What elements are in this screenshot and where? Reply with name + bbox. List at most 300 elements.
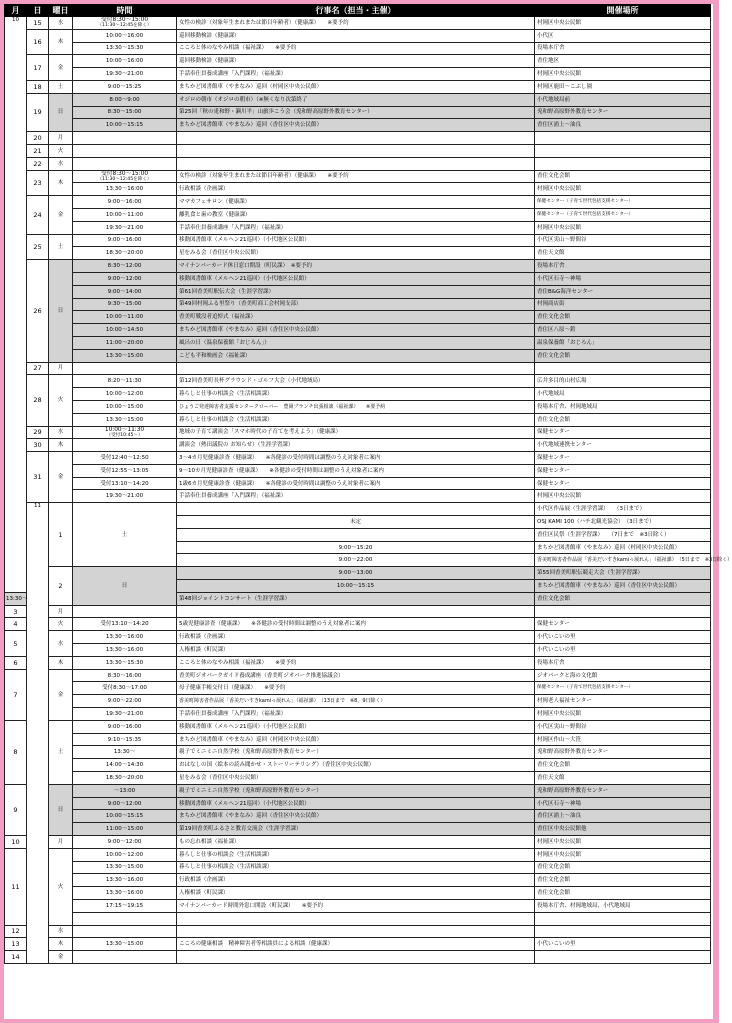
table-row xyxy=(5,426,711,439)
table-row xyxy=(5,720,711,733)
weekday-cell: 月 xyxy=(49,132,73,145)
time-cell: 10:00～12:00 xyxy=(73,848,177,861)
event-cell: OSJ KAMI 100（ハチ北観光協会） （3日まで） xyxy=(535,516,711,529)
event-cell: 第55回香美町駅伝競走大会（生涯学習課） xyxy=(535,567,711,580)
time-cell: 受付13:10～14:20 xyxy=(73,477,177,490)
time-cell: 10:00～11:00 xyxy=(73,208,177,221)
event-cell: まちかど図書館車（やまなみ）巡回（村岡区中央公民館） xyxy=(177,80,535,93)
time-cell: 18:30～20:00 xyxy=(73,772,177,785)
day-cell: 1 xyxy=(49,503,73,567)
event-cell: オジロの朝市（オジロの朝市）（※無くなり次第終了 xyxy=(177,93,535,106)
time-cell: 10:00～12:00 xyxy=(73,388,177,401)
day-cell: 12 xyxy=(5,925,27,938)
table-row xyxy=(5,324,711,337)
event-cell: 第61回香美町駅伝大会（生涯学習課） xyxy=(177,285,535,298)
day-cell: 22 xyxy=(27,157,49,170)
venue-cell: 温泉保養館「おじろん」 xyxy=(535,336,711,349)
event-cell: 香住区民祭（生涯学習課） （7日まで ※3日除く） xyxy=(535,528,711,541)
venue-cell: 香住文化会館 xyxy=(535,861,711,874)
event-cell xyxy=(177,912,535,925)
venue-cell: 兎和野高原野外教育センター xyxy=(535,746,711,759)
table-row xyxy=(5,759,711,772)
day-cell: 24 xyxy=(27,196,49,234)
time-cell: 13:30～15:00 xyxy=(73,861,177,874)
venue-cell: 村岡区中央公民館 xyxy=(535,221,711,234)
table-row xyxy=(5,861,711,874)
event-cell: 香美町戦没者追悼式（福祉課） xyxy=(177,311,535,324)
time-cell: 9:10～15:35 xyxy=(73,733,177,746)
header-weekday: 曜日 xyxy=(49,5,73,17)
venue-cell: 香住文化会館 xyxy=(535,759,711,772)
event-cell: ひょうご発達障害者支援センタークローバー 豊岡ブランチ出張相談（福祉課） ※要予約 xyxy=(177,400,535,413)
day-cell: 27 xyxy=(27,362,49,375)
table-row xyxy=(5,93,711,106)
time-cell xyxy=(73,132,177,145)
event-cell: ママカフェサロン（健康課） xyxy=(177,196,535,209)
time-cell: 14:00～14:30 xyxy=(73,759,177,772)
weekday-cell: 月 xyxy=(49,362,73,375)
weekday-cell: 木 xyxy=(49,439,73,452)
table-row xyxy=(5,375,711,388)
event-cell: まちかど図書館車（やまなみ）巡回（香住区中央公民館） xyxy=(177,324,535,337)
event-cell: 手話奉仕員養成講座「入門課程」（福祉課） xyxy=(177,708,535,721)
weekday-cell: 火 xyxy=(49,144,73,157)
day-cell: 14 xyxy=(5,951,27,964)
table-row xyxy=(5,452,711,465)
month-cell: 11 xyxy=(27,503,49,964)
time-cell: 13:30～16:00 xyxy=(73,183,177,196)
time-cell: 13:30～16:00 xyxy=(73,874,177,887)
event-cell xyxy=(177,951,535,964)
table-row xyxy=(5,260,711,273)
time-cell: 8:30～12:00 xyxy=(73,260,177,273)
event-cell: 女性の検診（対象年生まれまたは節目年齢者）（健康課） ※要予約 xyxy=(177,170,535,183)
time-cell: 19:30～21:00 xyxy=(73,708,177,721)
day-cell: 4 xyxy=(5,618,27,631)
event-cell: 親子でミニミニ自然学校（兎和野高原野外教育センター） xyxy=(177,746,535,759)
header-day: 日 xyxy=(27,5,49,17)
table-row xyxy=(5,925,711,938)
event-cell xyxy=(177,144,535,157)
month-cell: 10 xyxy=(5,17,27,593)
weekday-cell: 火 xyxy=(49,618,73,631)
day-cell: 16 xyxy=(27,29,49,55)
venue-cell: 香住文化会館 xyxy=(535,887,711,900)
venue-cell: 保健センター xyxy=(535,477,711,490)
venue-cell: 香住区中央公民館他 xyxy=(535,823,711,836)
table-row xyxy=(5,196,711,209)
event-cell: 講演会（熱田議院の お知らせ）（生涯学習課） xyxy=(177,439,535,452)
venue-cell: 兎和野高原野外教育センター xyxy=(535,106,711,119)
table-row xyxy=(5,362,711,375)
time-cell: 9:00～15:20 xyxy=(177,541,535,554)
time-cell: 受付8:30～15:00 （11:30～12:45を除く） xyxy=(73,170,177,183)
time-cell: 10:00～15:00 xyxy=(73,400,177,413)
table-row xyxy=(5,695,711,708)
event-cell: 暮らしと仕事の相談会（生活相談課） xyxy=(177,388,535,401)
day-cell: 31 xyxy=(27,452,49,503)
venue-cell xyxy=(535,157,711,170)
event-cell: 巡回移動検診（健康課） xyxy=(177,55,535,68)
venue-cell: 香住文化会館 xyxy=(535,349,711,362)
event-cell: 人権相談（町民課） xyxy=(177,644,535,657)
time-cell: 9:00～13:00 xyxy=(177,567,535,580)
event-cell: まちかど図書館車（やまなみ）巡回（香住区中央公民館） xyxy=(177,810,535,823)
event-cell: こども平和映画会（福祉課） xyxy=(177,349,535,362)
table-row xyxy=(5,311,711,324)
table-row xyxy=(5,42,711,55)
venue-cell: 小代区実山～野間谷 xyxy=(535,720,711,733)
time-cell xyxy=(73,925,177,938)
time-cell: 8:30～16:00 xyxy=(73,669,177,682)
time-cell xyxy=(73,605,177,618)
header-event: 行事名（担当・主催） xyxy=(177,5,535,17)
time-cell: 受付8:30～17:00 xyxy=(73,682,177,695)
time-cell: 10:00～11:30 （受付10:45～） xyxy=(73,426,177,439)
venue-cell: 香住文化会館 xyxy=(535,592,711,605)
event-schedule-table xyxy=(4,4,732,964)
venue-cell: 小代地域局 xyxy=(535,388,711,401)
event-cell: こころと体のなやみ相談（福祉課） ※要予約 xyxy=(177,42,535,55)
time-cell: 9:00～16:00 xyxy=(73,234,177,247)
table-row xyxy=(5,413,711,426)
weekday-cell: 金 xyxy=(49,55,73,81)
event-cell: 手話奉仕員養成講座「入門課程」（福祉課） xyxy=(177,490,535,503)
venue-cell: 村岡区中央公民館 xyxy=(535,68,711,81)
table-row xyxy=(5,234,711,247)
weekday-cell: 土 xyxy=(49,80,73,93)
venue-cell: 村岡区作山～大笹 xyxy=(535,733,711,746)
event-cell: 巡回移動検診（健康課） xyxy=(177,29,535,42)
event-cell: 母子健康手帳交付日（健康課） ※要予約 xyxy=(177,682,535,695)
venue-cell: 保健センター xyxy=(535,452,711,465)
venue-cell: 香住文化会館 xyxy=(535,311,711,324)
day-cell: 13 xyxy=(5,938,27,951)
time-cell: 19:30～21:00 xyxy=(73,221,177,234)
event-cell: こころと体のなやみ相談（福祉課） ※要予約 xyxy=(177,656,535,669)
time-cell: 10:00～15:15 xyxy=(73,119,177,132)
table-row xyxy=(5,29,711,42)
table-row xyxy=(5,733,711,746)
table-row xyxy=(5,119,711,132)
time-cell: 9:00～16:00 xyxy=(73,720,177,733)
event-cell: 行政相談（企画課） xyxy=(177,874,535,887)
venue-cell: 村岡区中央公民館 xyxy=(535,836,711,849)
day-cell: 19 xyxy=(27,93,49,131)
weekday-cell: 土 xyxy=(73,503,177,567)
event-cell: 3～4カ月児健康診査（健康課） ※各健診の受付時間は調整のうえ対象者に案内 xyxy=(177,452,535,465)
venue-cell: 役場本庁舎、村岡地域局 xyxy=(535,400,711,413)
event-cell xyxy=(177,362,535,375)
table-row xyxy=(5,17,711,30)
venue-cell xyxy=(535,925,711,938)
table-row xyxy=(5,221,711,234)
event-cell: 香美町障害者作品展「香美だいすきkamiっ展れん」（福祉課） （13日まで ※8、9日除く） xyxy=(177,695,535,708)
table-row xyxy=(5,157,711,170)
event-cell: 風呂の日（温泉保養館「おじろん」） xyxy=(177,336,535,349)
time-cell: 8:30～15:00 xyxy=(73,106,177,119)
time-cell: 13:30～ xyxy=(5,592,27,605)
venue-cell: 役場本庁舎 xyxy=(535,42,711,55)
table-row xyxy=(5,144,711,157)
table-row xyxy=(5,400,711,413)
weekday-cell: 日 xyxy=(49,784,73,835)
time-cell: 10:00～11:00 xyxy=(73,311,177,324)
day-cell: 6 xyxy=(5,656,27,669)
event-cell: まちかど図書館車（やまなみ）巡回（村岡区中央公民館） xyxy=(177,733,535,746)
time-cell: 受付12:40～12:50 xyxy=(73,452,177,465)
venue-cell: 香住天文館 xyxy=(535,772,711,785)
event-cell: 第12回香美町長杯グラウンド・ゴルフ大会（小代地域局） xyxy=(177,375,535,388)
event-cell: 暮らしと仕事の相談会（生活相談課） xyxy=(177,413,535,426)
table-row xyxy=(5,490,711,503)
table-row xyxy=(5,644,711,657)
table-row xyxy=(5,618,711,631)
day-cell: 2 xyxy=(49,567,73,605)
venue-cell: 小代地域連携センター xyxy=(535,439,711,452)
time-cell: 13:30～15:30 xyxy=(73,656,177,669)
weekday-cell: 金 xyxy=(49,669,73,720)
venue-cell: 小代いこいの里 xyxy=(535,644,711,657)
venue-cell: 小代地域局前 xyxy=(535,93,711,106)
day-cell: 23 xyxy=(27,170,49,196)
venue-cell xyxy=(535,144,711,157)
table-row xyxy=(5,170,711,183)
table-row xyxy=(5,247,711,260)
venue-cell: 村岡区中央公民館 xyxy=(535,183,711,196)
weekday-cell: 木 xyxy=(49,938,73,951)
event-cell: マイナンバーカード休日窓口開設（町民課） ※要予約 xyxy=(177,260,535,273)
event-cell: マイナンバーカード時間外窓口開設（町民課） ※要予約 xyxy=(177,899,535,912)
day-cell: 26 xyxy=(27,260,49,362)
event-cell: 星をみる会（香住区中央公民館） xyxy=(177,247,535,260)
table-row xyxy=(5,567,711,580)
time-cell: 13:30～15:00 xyxy=(73,349,177,362)
time-cell: 受付8:30～15:00 （11:30～12:45を除く） xyxy=(73,17,177,30)
table-row xyxy=(5,183,711,196)
time-cell: 9:00～22:00 xyxy=(73,695,177,708)
venue-cell xyxy=(535,912,711,925)
weekday-cell: 水 xyxy=(49,925,73,938)
time-cell: 19:30～21:00 xyxy=(73,68,177,81)
table-row xyxy=(5,899,711,912)
table-row xyxy=(5,298,711,311)
time-cell: 18:30～20:00 xyxy=(73,247,177,260)
table-row xyxy=(5,823,711,836)
time-cell: 13:30～16:00 xyxy=(73,631,177,644)
time-cell: 未定 xyxy=(177,516,535,529)
table-row xyxy=(5,810,711,823)
time-cell: 受付12:55～13:05 xyxy=(73,464,177,477)
time-cell xyxy=(73,912,177,925)
venue-cell xyxy=(535,951,711,964)
event-cell: 星をみる会（香住区中央公民館） xyxy=(177,772,535,785)
time-cell: ～13:00 xyxy=(73,784,177,797)
table-row xyxy=(5,349,711,362)
event-cell: 親子でミニミニ自然学校（兎和野高原野外教育センター） xyxy=(177,784,535,797)
event-cell: まちかど図書館車（やまなみ）巡回（香住区中央公民館） xyxy=(177,119,535,132)
event-cell xyxy=(177,925,535,938)
venue-cell: 保健センター（子育て世代包括支援センター） xyxy=(535,196,711,209)
table-row xyxy=(5,464,711,477)
day-cell: 17 xyxy=(27,55,49,81)
weekday-cell: 月 xyxy=(49,836,73,849)
table-row xyxy=(5,682,711,695)
venue-cell: 香住地区 xyxy=(535,55,711,68)
event-cell: 香美町障害者作品展「香美だいすきkamiっ展れん」（福祉課） （5日まで ※3日除く） xyxy=(535,554,711,567)
table-row xyxy=(5,285,711,298)
day-cell: 8 xyxy=(5,720,27,784)
time-cell xyxy=(73,951,177,964)
event-cell xyxy=(177,605,535,618)
event-cell: 第49回村岡ふる里祭り（香美町商工会村岡支部） xyxy=(177,298,535,311)
time-cell: 9:00～16:00 xyxy=(73,196,177,209)
table-row xyxy=(5,477,711,490)
weekday-cell: 土 xyxy=(49,720,73,784)
time-cell: 13:30～16:00 xyxy=(73,644,177,657)
table-row xyxy=(5,439,711,452)
time-cell: 13:30～15:00 xyxy=(73,413,177,426)
venue-cell: 香住区浦上～油良 xyxy=(535,119,711,132)
table-row xyxy=(5,784,711,797)
time-cell: 10:00～16:00 xyxy=(73,55,177,68)
time-cell: 13:30～15:30 xyxy=(73,42,177,55)
event-cell: 手話奉仕員養成講座「入門課程」（福祉課） xyxy=(177,221,535,234)
day-cell: 25 xyxy=(27,234,49,260)
weekday-cell: 日 xyxy=(49,93,73,131)
day-cell: 7 xyxy=(5,669,27,720)
table-row xyxy=(5,746,711,759)
table-row xyxy=(5,80,711,93)
time-cell xyxy=(177,503,535,516)
event-cell: 香美町ジオパークガイド養成講座（香美町ジオパーク推進協議会） xyxy=(177,669,535,682)
table-row xyxy=(5,938,711,951)
day-cell: 11 xyxy=(5,848,27,925)
event-cell: 移動図書館車（メルヘン21巡回）（小代地区公民館） xyxy=(177,234,535,247)
event-cell: こころの健康相談 精神障害者等相談員による相談（健康課） xyxy=(177,938,535,951)
event-cell: もの忘れ相談（福祉課） xyxy=(177,836,535,849)
event-cell: 小代区作品展（生涯学習課） （3日まで） xyxy=(535,503,711,516)
time-cell: 9:00～12:00 xyxy=(73,797,177,810)
venue-cell: 小代区石寺～神場 xyxy=(535,797,711,810)
event-cell: 女性の検診（対象年生まれまたは節目年齢者）（健康課） ※要予約 xyxy=(177,17,535,30)
header-time: 時間 xyxy=(73,5,177,17)
table-row xyxy=(5,836,711,849)
table-row xyxy=(5,55,711,68)
time-cell xyxy=(177,528,535,541)
weekday-cell: 月 xyxy=(49,605,73,618)
table-row xyxy=(5,656,711,669)
event-cell: 9～10カ月児健康診査（健康課） ※各健診の受付時間は調整のうえ対象者に案内 xyxy=(177,464,535,477)
venue-cell: 香住区浦上～油良 xyxy=(535,810,711,823)
time-cell: 9:00～15:25 xyxy=(73,80,177,93)
day-cell: 29 xyxy=(27,426,49,439)
venue-cell: 香住文化会館 xyxy=(535,874,711,887)
day-cell: 18 xyxy=(27,80,49,93)
event-cell xyxy=(177,132,535,145)
venue-cell: 村岡区中央公民館 xyxy=(535,708,711,721)
table-row xyxy=(5,106,711,119)
time-cell: 9:00～14:00 xyxy=(73,285,177,298)
venue-cell: 保健センター xyxy=(535,426,711,439)
day-cell: 30 xyxy=(27,439,49,452)
table-row xyxy=(5,388,711,401)
event-cell: 移動図書館車（メルヘン21巡回）（小代地区公民館） xyxy=(177,797,535,810)
venue-cell: 役場本庁舎 xyxy=(535,656,711,669)
day-cell: 3 xyxy=(5,605,27,618)
time-cell: 11:00～15:00 xyxy=(73,823,177,836)
weekday-cell: 木 xyxy=(49,656,73,669)
time-cell: 17:15～19:15 xyxy=(73,899,177,912)
venue-cell: 小代いこいの里 xyxy=(535,631,711,644)
table-row xyxy=(5,503,711,516)
table-row xyxy=(5,605,711,618)
time-cell: 19:30～21:00 xyxy=(73,490,177,503)
event-cell: 行政相談（企画課） xyxy=(177,631,535,644)
venue-cell: 保健センター xyxy=(535,618,711,631)
day-cell: 9 xyxy=(5,784,27,835)
day-cell: 20 xyxy=(27,132,49,145)
time-cell: 10:00～15:15 xyxy=(177,580,535,593)
weekday-cell: 金 xyxy=(49,452,73,503)
time-cell: 9:30～15:00 xyxy=(73,298,177,311)
venue-cell: ジオパークと海の文化館 xyxy=(535,669,711,682)
day-cell: 10 xyxy=(5,836,27,849)
event-cell: 第19回香美町ふるさと教育交流会（生涯学習課） xyxy=(177,823,535,836)
table-row xyxy=(5,797,711,810)
weekday-cell: 木 xyxy=(49,29,73,55)
table-row xyxy=(5,208,711,221)
venue-cell: 村岡区中央公民館 xyxy=(535,17,711,30)
event-cell: おはなしの国（絵本の読み聞かせ・ストーリーテリング）（香住区中央公民館） xyxy=(177,759,535,772)
venue-cell: 兎和野高原野外教育センター xyxy=(535,784,711,797)
table-row xyxy=(5,669,711,682)
day-cell: 21 xyxy=(27,144,49,157)
event-cell: 人権相談（町民課） xyxy=(177,887,535,900)
venue-cell: 広井多目的山村広場 xyxy=(535,375,711,388)
table-row xyxy=(5,848,711,861)
table-row xyxy=(5,951,711,964)
table-row xyxy=(5,887,711,900)
venue-cell xyxy=(535,132,711,145)
venue-cell: 小代区実山～野間谷 xyxy=(535,234,711,247)
venue-cell: 保健センター（子育て世代包括支援センター） xyxy=(535,682,711,695)
event-cell: 移動図書館車（メルヘン21巡回）（小代地区公民館） xyxy=(177,720,535,733)
header-venue: 開催場所 xyxy=(535,5,711,17)
time-cell: 10:00～14:50 xyxy=(73,324,177,337)
event-cell: 離乳食と歯の教室（健康課） xyxy=(177,208,535,221)
venue-cell: 村岡商店街 xyxy=(535,298,711,311)
time-cell: 11:00～20:00 xyxy=(73,336,177,349)
weekday-cell: 金 xyxy=(49,196,73,234)
table-row xyxy=(5,912,711,925)
event-cell: 地域の子育て講演会「スマホ時代の子育てを考えよう」（健康課） xyxy=(177,426,535,439)
venue-cell: 香住文化会館 xyxy=(535,413,711,426)
weekday-cell: 水 xyxy=(49,631,73,657)
weekday-cell: 日 xyxy=(49,260,73,362)
time-cell: 9:00～12:00 xyxy=(73,836,177,849)
venue-cell: 小代区石寺～神場 xyxy=(535,272,711,285)
time-cell xyxy=(73,439,177,452)
venue-cell xyxy=(535,362,711,375)
venue-cell: 香住B&G海洋センター xyxy=(535,285,711,298)
table-row xyxy=(5,336,711,349)
table-row xyxy=(5,132,711,145)
venue-cell: 保健センター（子育て世代包括支援センター） xyxy=(535,208,711,221)
weekday-cell: 火 xyxy=(49,848,73,925)
table-row xyxy=(5,772,711,785)
time-cell: 13:30～16:00 xyxy=(73,887,177,900)
